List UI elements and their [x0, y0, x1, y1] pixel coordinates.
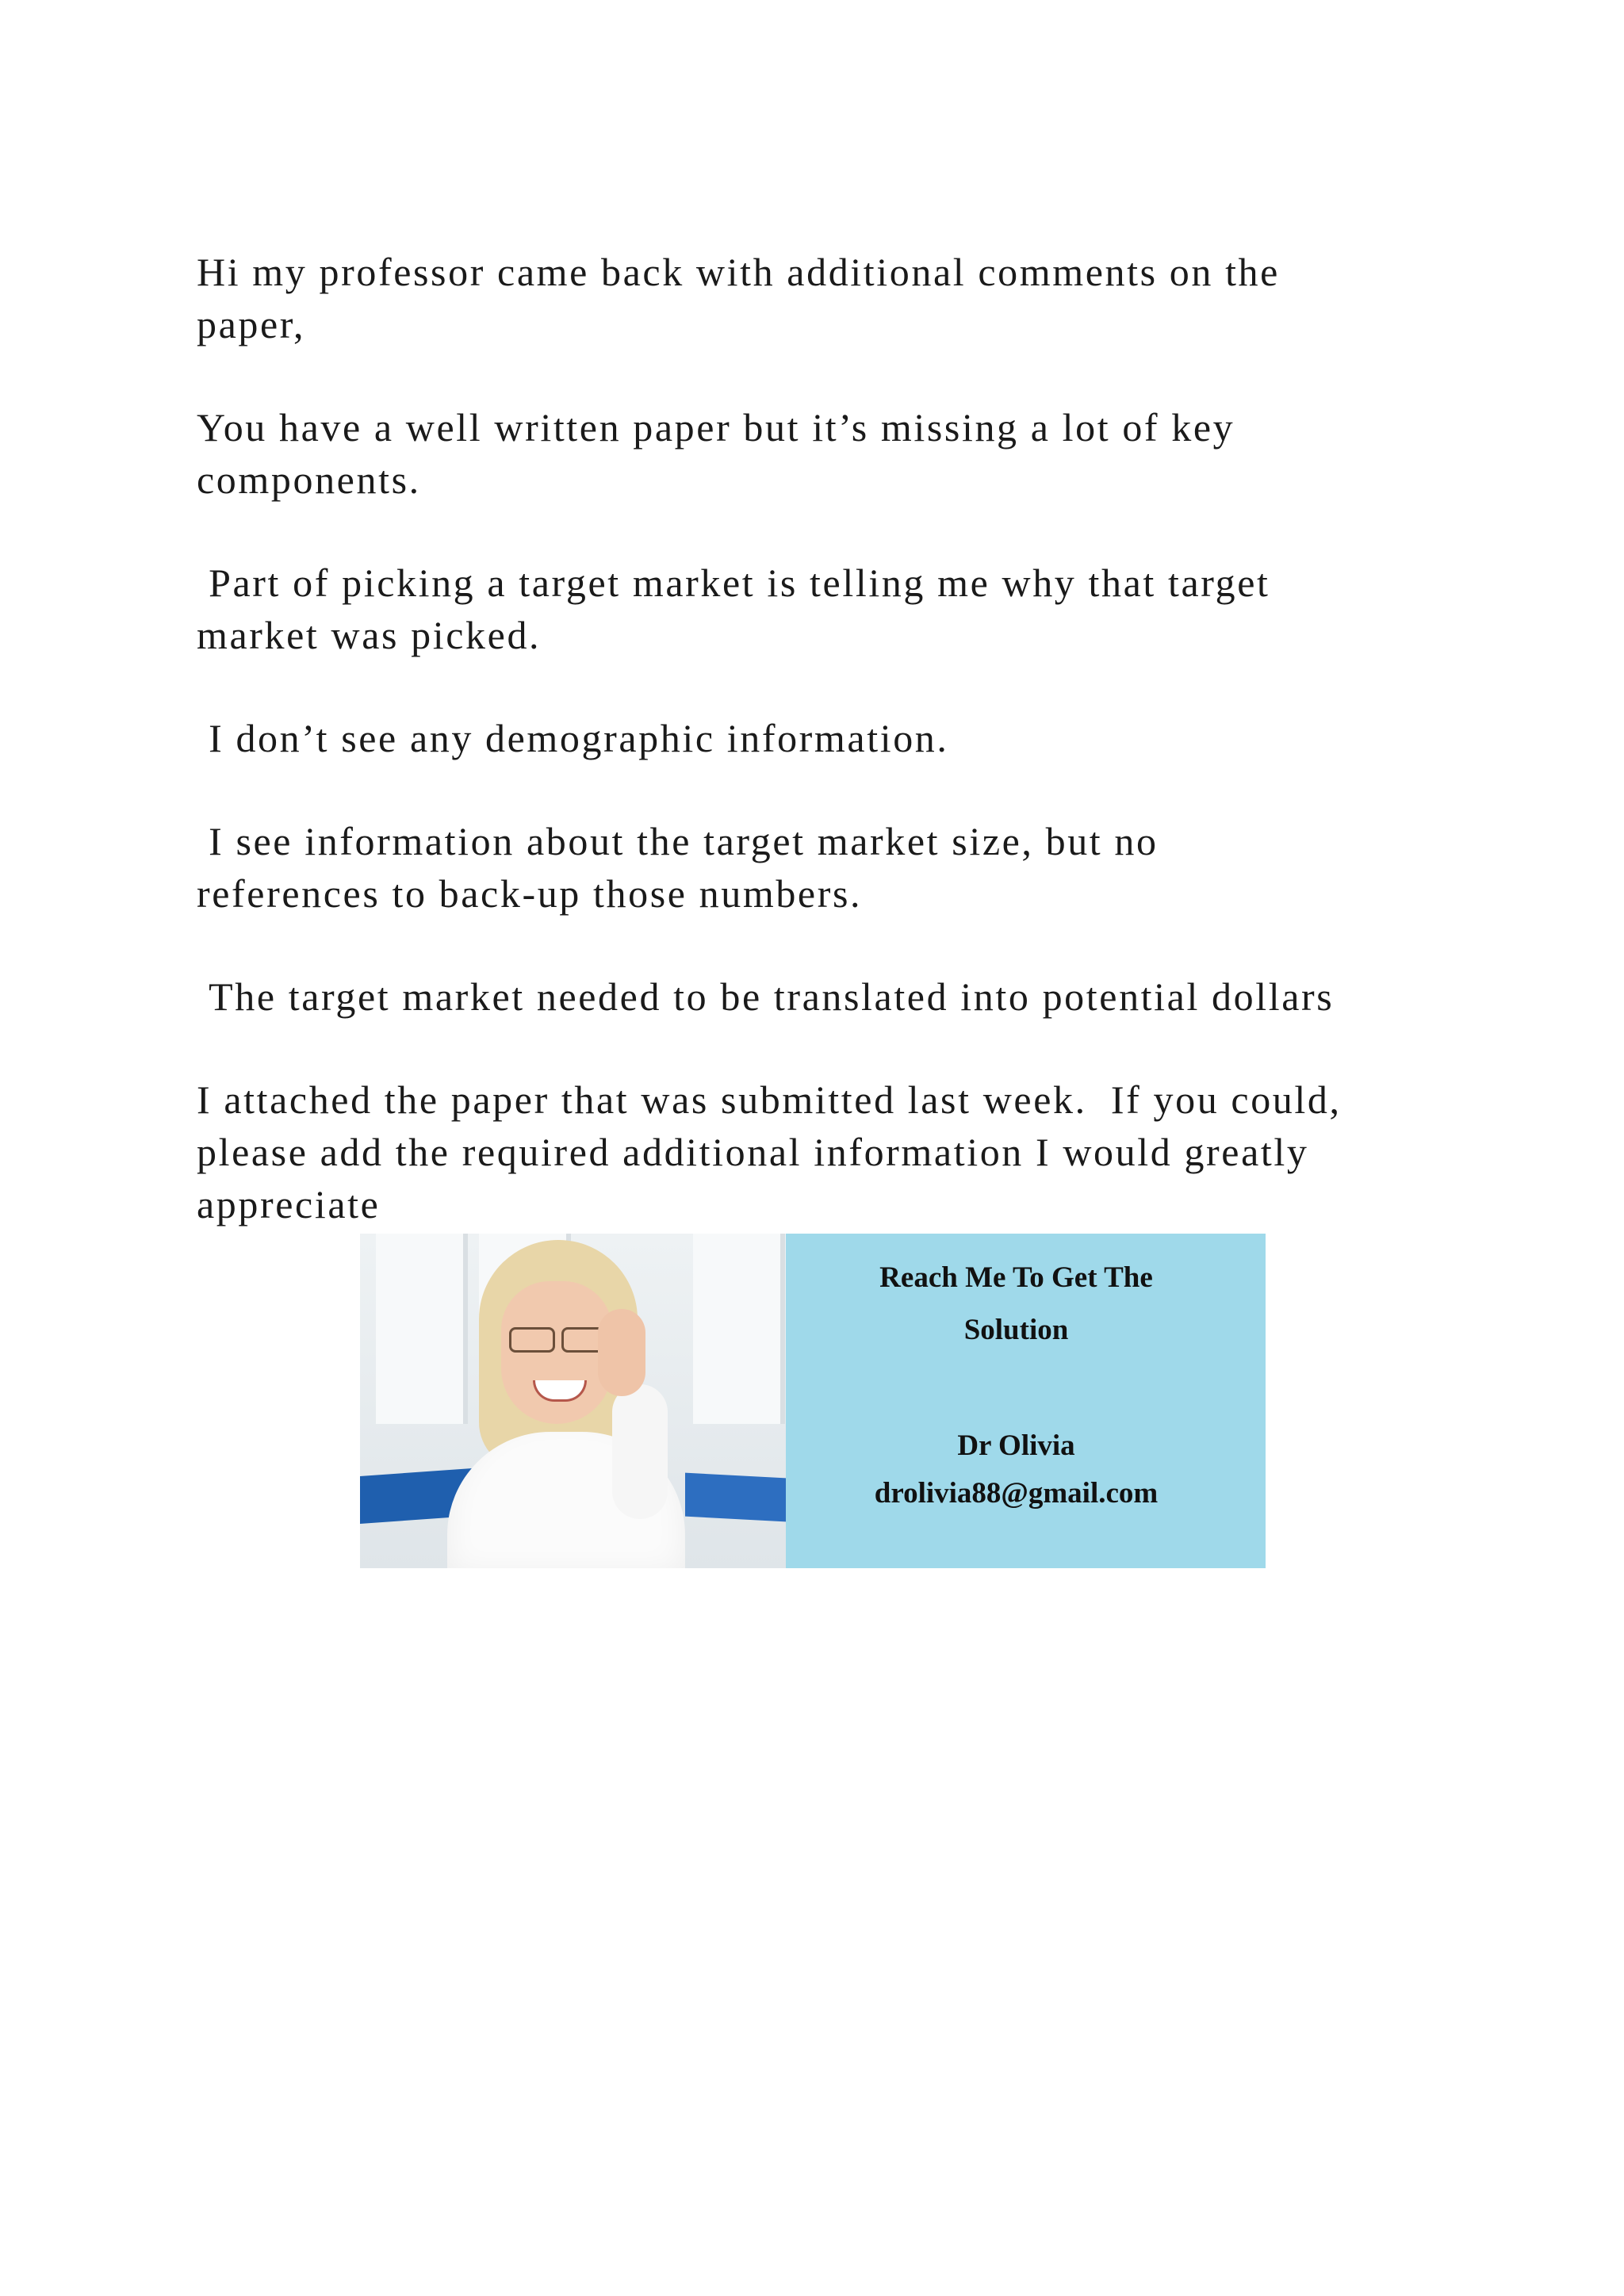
paragraph-demographic: I don’t see any demographic information.	[197, 716, 949, 760]
document-body	[197, 246, 1434, 1230]
paragraph-well-written: You have a well written paper but it’s missing a lot of key components.	[197, 405, 1235, 502]
contact-name: Dr Olivia	[957, 1429, 1075, 1462]
card-headline: Reach Me To Get The	[879, 1261, 1153, 1294]
contact-email: drolivia88@gmail.com	[874, 1477, 1159, 1510]
contact-banner	[360, 1234, 1266, 1568]
paragraph-attached-paper: I attached the paper that was submitted last week. If you could, please add the required additional information I would greatly appreciate	[197, 1077, 1342, 1226]
contact-card	[786, 1234, 1266, 1568]
paragraph-intro: Hi my professor came back with additional comments on the paper,	[197, 250, 1280, 346]
card-subheadline: Solution	[963, 1314, 1069, 1346]
paragraph-market-size: I see information about the target market size, but no references to back-up those numbers.	[197, 819, 1159, 916]
smiling-woman-photo-icon	[360, 1234, 786, 1568]
paragraph-target-market-why: Part of picking a target market is telling me why that target market was picked.	[197, 561, 1270, 657]
paragraph-potential-dollars: The target market needed to be translated into potential dollars	[197, 974, 1335, 1019]
